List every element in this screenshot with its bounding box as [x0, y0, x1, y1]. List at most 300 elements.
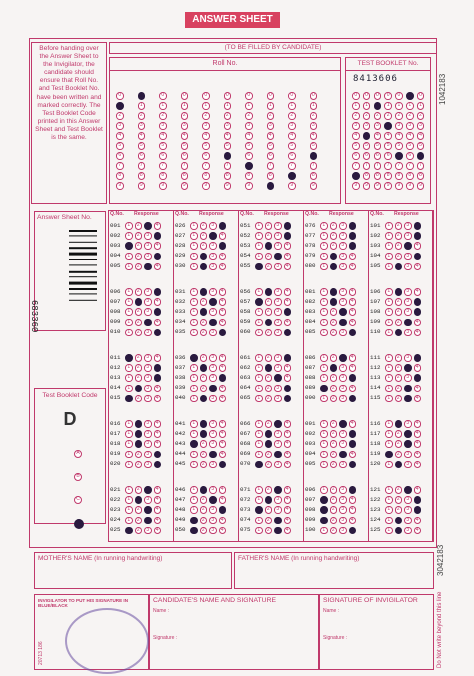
answer-bubble[interactable]: 4 [414, 253, 422, 261]
roll-bubble[interactable]: 2 [138, 112, 146, 120]
answer-bubble[interactable]: 1 [125, 253, 133, 261]
roll-bubble[interactable]: 9 [138, 182, 146, 190]
answer-bubble[interactable]: 2 [200, 364, 208, 372]
answer-bubble[interactable]: 1 [320, 222, 328, 230]
answer-bubble[interactable]: 1 [125, 329, 133, 337]
answer-bubble[interactable]: 4 [154, 329, 162, 337]
answer-bubble[interactable]: 3 [274, 364, 282, 372]
answer-bubble[interactable]: 3 [339, 232, 347, 240]
answer-bubble[interactable]: 1 [385, 527, 393, 535]
answer-bubble[interactable]: 2 [135, 329, 143, 337]
answer-bubble[interactable]: 1 [190, 319, 198, 327]
answer-bubble[interactable]: 4 [219, 385, 227, 393]
answer-bubble[interactable]: 2 [330, 319, 338, 327]
roll-bubble[interactable]: 4 [224, 132, 232, 140]
answer-bubble[interactable]: 4 [414, 486, 422, 494]
answer-bubble[interactable]: 2 [200, 329, 208, 337]
answer-bubble[interactable]: 4 [349, 263, 357, 271]
answer-bubble[interactable]: 1 [255, 263, 263, 271]
answer-bubble[interactable]: 2 [265, 253, 273, 261]
answer-bubble[interactable]: 1 [320, 527, 328, 535]
answer-bubble[interactable]: 1 [320, 298, 328, 306]
roll-bubble[interactable]: 2 [224, 112, 232, 120]
roll-bubble[interactable]: 2 [116, 112, 124, 120]
answer-bubble[interactable]: 1 [320, 374, 328, 382]
answer-bubble[interactable]: 2 [265, 395, 273, 403]
answer-bubble[interactable]: 1 [255, 354, 263, 362]
booklet-bubble[interactable]: 8 [406, 172, 414, 180]
answer-bubble[interactable]: 2 [330, 232, 338, 240]
answer-bubble[interactable]: 1 [320, 496, 328, 504]
answer-bubble[interactable]: 3 [404, 242, 412, 250]
answer-bubble[interactable]: 3 [339, 354, 347, 362]
answer-bubble[interactable]: 1 [190, 232, 198, 240]
answer-bubble[interactable]: 4 [349, 222, 357, 230]
answer-bubble[interactable]: 2 [200, 263, 208, 271]
answer-bubble[interactable]: 2 [265, 288, 273, 296]
roll-bubble[interactable]: 7 [116, 162, 124, 170]
answer-bubble[interactable]: 2 [200, 308, 208, 316]
answer-bubble[interactable]: 3 [274, 506, 282, 514]
booklet-bubble[interactable]: 3 [352, 122, 360, 130]
answer-bubble[interactable]: 1 [190, 517, 198, 525]
answer-bubble[interactable]: 4 [414, 242, 422, 250]
answer-bubble[interactable]: 3 [404, 451, 412, 459]
answer-bubble[interactable]: 1 [385, 288, 393, 296]
answer-bubble[interactable]: 1 [320, 288, 328, 296]
roll-bubble[interactable]: 8 [116, 172, 124, 180]
answer-bubble[interactable]: 2 [330, 496, 338, 504]
booklet-bubble[interactable]: 8 [395, 172, 403, 180]
answer-bubble[interactable]: 4 [284, 222, 292, 230]
answer-bubble[interactable]: 3 [209, 263, 217, 271]
booklet-bubble[interactable]: 7 [406, 162, 414, 170]
answer-bubble[interactable]: 1 [125, 232, 133, 240]
answer-bubble[interactable]: 2 [135, 263, 143, 271]
booklet-bubble[interactable]: 4 [352, 132, 360, 140]
answer-bubble[interactable]: 4 [154, 253, 162, 261]
answer-bubble[interactable]: 4 [349, 288, 357, 296]
answer-bubble[interactable]: 4 [154, 308, 162, 316]
answer-bubble[interactable]: 4 [284, 451, 292, 459]
answer-bubble[interactable]: 3 [404, 364, 412, 372]
answer-bubble[interactable]: 2 [265, 496, 273, 504]
booklet-bubble[interactable]: 9 [406, 182, 414, 190]
answer-bubble[interactable]: 2 [395, 308, 403, 316]
answer-bubble[interactable]: 3 [274, 527, 282, 535]
answer-bubble[interactable]: 4 [284, 440, 292, 448]
answer-bubble[interactable]: 1 [320, 506, 328, 514]
answer-bubble[interactable]: 2 [330, 385, 338, 393]
answer-bubble[interactable]: 4 [219, 506, 227, 514]
answer-bubble[interactable]: 4 [414, 329, 422, 337]
roll-bubble[interactable]: 7 [181, 162, 189, 170]
booklet-bubble[interactable]: 3 [384, 122, 392, 130]
roll-bubble[interactable]: 4 [245, 132, 253, 140]
answer-bubble[interactable]: 3 [144, 242, 152, 250]
booklet-bubble[interactable]: 0 [352, 92, 360, 100]
answer-bubble[interactable]: 1 [255, 374, 263, 382]
answer-bubble[interactable]: 3 [144, 288, 152, 296]
answer-bubble[interactable]: 3 [274, 308, 282, 316]
booklet-bubble[interactable]: 5 [363, 142, 371, 150]
answer-bubble[interactable]: 2 [395, 517, 403, 525]
answer-bubble[interactable]: 3 [404, 395, 412, 403]
answer-bubble[interactable]: 3 [274, 440, 282, 448]
roll-bubble[interactable]: 3 [224, 122, 232, 130]
answer-bubble[interactable]: 3 [274, 420, 282, 428]
roll-bubble[interactable]: 3 [288, 122, 296, 130]
answer-bubble[interactable]: 1 [385, 329, 393, 337]
answer-bubble[interactable]: 3 [404, 461, 412, 469]
answer-bubble[interactable]: 1 [320, 461, 328, 469]
answer-bubble[interactable]: 1 [320, 232, 328, 240]
answer-bubble[interactable]: 3 [339, 496, 347, 504]
roll-bubble[interactable]: 2 [288, 112, 296, 120]
booklet-bubble[interactable]: 5 [384, 142, 392, 150]
answer-bubble[interactable]: 3 [274, 451, 282, 459]
roll-bubble[interactable]: 6 [138, 152, 146, 160]
answer-bubble[interactable]: 4 [349, 232, 357, 240]
answer-bubble[interactable]: 3 [144, 298, 152, 306]
roll-bubble[interactable]: 9 [224, 182, 232, 190]
answer-bubble[interactable]: 1 [255, 222, 263, 230]
roll-bubble[interactable]: 4 [159, 132, 167, 140]
roll-bubble[interactable]: 5 [267, 142, 275, 150]
answer-bubble[interactable]: 3 [404, 517, 412, 525]
answer-bubble[interactable]: 2 [200, 461, 208, 469]
answer-bubble[interactable]: 1 [385, 451, 393, 459]
booklet-bubble[interactable]: 2 [417, 112, 425, 120]
answer-bubble[interactable]: 4 [414, 354, 422, 362]
answer-bubble[interactable]: 3 [209, 253, 217, 261]
answer-bubble[interactable]: 2 [135, 430, 143, 438]
booklet-bubble[interactable]: 5 [406, 142, 414, 150]
roll-bubble[interactable]: 2 [202, 112, 210, 120]
booklet-bubble[interactable]: 9 [395, 182, 403, 190]
answer-bubble[interactable]: 4 [414, 451, 422, 459]
answer-bubble[interactable]: 4 [154, 232, 162, 240]
answer-bubble[interactable]: 4 [414, 395, 422, 403]
booklet-bubble[interactable]: 5 [395, 142, 403, 150]
roll-bubble[interactable]: 6 [181, 152, 189, 160]
answer-bubble[interactable]: 2 [265, 527, 273, 535]
answer-bubble[interactable]: 1 [385, 506, 393, 514]
answer-bubble[interactable]: 4 [219, 527, 227, 535]
answer-bubble[interactable]: 4 [414, 222, 422, 230]
answer-bubble[interactable]: 1 [255, 288, 263, 296]
answer-bubble[interactable]: 1 [190, 395, 198, 403]
answer-bubble[interactable]: 4 [154, 461, 162, 469]
answer-bubble[interactable]: 1 [255, 319, 263, 327]
answer-bubble[interactable]: 4 [219, 395, 227, 403]
answer-bubble[interactable]: 2 [395, 440, 403, 448]
answer-bubble[interactable]: 3 [144, 354, 152, 362]
answer-bubble[interactable]: 2 [135, 253, 143, 261]
answer-bubble[interactable]: 3 [209, 506, 217, 514]
answer-bubble[interactable]: 1 [190, 385, 198, 393]
answer-bubble[interactable]: 3 [339, 385, 347, 393]
answer-bubble[interactable]: 3 [209, 319, 217, 327]
answer-bubble[interactable]: 3 [404, 440, 412, 448]
answer-bubble[interactable]: 3 [144, 263, 152, 271]
answer-bubble[interactable]: 4 [349, 374, 357, 382]
answer-bubble[interactable]: 1 [125, 242, 133, 250]
answer-bubble[interactable]: 1 [190, 222, 198, 230]
answer-bubble[interactable]: 4 [154, 506, 162, 514]
answer-bubble[interactable]: 2 [395, 298, 403, 306]
roll-bubble[interactable]: 2 [267, 112, 275, 120]
booklet-bubble[interactable]: 2 [406, 112, 414, 120]
answer-bubble[interactable]: 1 [125, 263, 133, 271]
answer-bubble[interactable]: 3 [274, 242, 282, 250]
answer-bubble[interactable]: 4 [284, 354, 292, 362]
answer-bubble[interactable]: 1 [385, 232, 393, 240]
answer-bubble[interactable]: 4 [154, 385, 162, 393]
answer-bubble[interactable]: 2 [200, 506, 208, 514]
answer-bubble[interactable]: 3 [209, 364, 217, 372]
answer-bubble[interactable]: 2 [265, 232, 273, 240]
answer-bubble[interactable]: 3 [339, 506, 347, 514]
answer-bubble[interactable]: 3 [339, 374, 347, 382]
answer-bubble[interactable]: 1 [320, 395, 328, 403]
roll-bubble[interactable]: 5 [138, 142, 146, 150]
answer-bubble[interactable]: 3 [209, 486, 217, 494]
answer-bubble[interactable]: 3 [144, 385, 152, 393]
booklet-bubble[interactable]: 9 [374, 182, 382, 190]
roll-bubble[interactable]: 1 [224, 102, 232, 110]
booklet-bubble[interactable]: 3 [406, 122, 414, 130]
answer-bubble[interactable]: 1 [385, 354, 393, 362]
answer-bubble[interactable]: 4 [284, 232, 292, 240]
roll-bubble[interactable]: 7 [138, 162, 146, 170]
answer-bubble[interactable]: 2 [135, 440, 143, 448]
answer-bubble[interactable]: 4 [349, 319, 357, 327]
answer-bubble[interactable]: 4 [349, 308, 357, 316]
roll-bubble[interactable]: 8 [138, 172, 146, 180]
answer-bubble[interactable]: 2 [395, 329, 403, 337]
answer-bubble[interactable]: 2 [200, 385, 208, 393]
booklet-bubble[interactable]: 8 [352, 172, 360, 180]
answer-bubble[interactable]: 1 [255, 506, 263, 514]
answer-bubble[interactable]: 2 [200, 486, 208, 494]
roll-bubble[interactable]: 9 [310, 182, 318, 190]
answer-bubble[interactable]: 2 [200, 242, 208, 250]
answer-bubble[interactable]: 2 [395, 319, 403, 327]
answer-bubble[interactable]: 3 [144, 461, 152, 469]
answer-bubble[interactable]: 4 [349, 385, 357, 393]
answer-bubble[interactable]: 2 [395, 430, 403, 438]
answer-bubble[interactable]: 2 [395, 527, 403, 535]
booklet-bubble[interactable]: 1 [417, 102, 425, 110]
answer-bubble[interactable]: 4 [284, 319, 292, 327]
booklet-bubble[interactable]: 0 [374, 92, 382, 100]
roll-bubble[interactable]: 4 [288, 132, 296, 140]
answer-bubble[interactable]: 4 [219, 222, 227, 230]
answer-bubble[interactable]: 4 [154, 319, 162, 327]
answer-bubble[interactable]: 3 [274, 354, 282, 362]
answer-bubble[interactable]: 4 [414, 440, 422, 448]
answer-bubble[interactable]: 4 [154, 395, 162, 403]
answer-bubble[interactable]: 1 [385, 517, 393, 525]
answer-bubble[interactable]: 1 [125, 298, 133, 306]
answer-bubble[interactable]: 1 [125, 461, 133, 469]
answer-bubble[interactable]: 4 [154, 364, 162, 372]
answer-bubble[interactable]: 2 [265, 329, 273, 337]
roll-bubble[interactable]: 8 [288, 172, 296, 180]
answer-bubble[interactable]: 2 [265, 308, 273, 316]
roll-bubble[interactable]: 5 [116, 142, 124, 150]
booklet-bubble[interactable]: 2 [363, 112, 371, 120]
answer-bubble[interactable]: 1 [255, 486, 263, 494]
booklet-bubble[interactable]: 5 [352, 142, 360, 150]
answer-bubble[interactable]: 2 [200, 298, 208, 306]
roll-bubble[interactable]: 8 [245, 172, 253, 180]
answer-bubble[interactable]: 4 [219, 319, 227, 327]
answer-bubble[interactable]: 3 [339, 461, 347, 469]
answer-bubble[interactable]: 2 [135, 486, 143, 494]
answer-bubble[interactable]: 4 [219, 253, 227, 261]
answer-bubble[interactable]: 4 [154, 374, 162, 382]
answer-bubble[interactable]: 1 [320, 308, 328, 316]
answer-bubble[interactable]: 4 [414, 496, 422, 504]
answer-bubble[interactable]: 4 [284, 263, 292, 271]
answer-bubble[interactable]: 1 [125, 319, 133, 327]
answer-bubble[interactable]: 2 [330, 374, 338, 382]
answer-bubble[interactable]: 4 [154, 263, 162, 271]
answer-bubble[interactable]: 4 [284, 517, 292, 525]
answer-bubble[interactable]: 2 [330, 298, 338, 306]
answer-bubble[interactable]: 1 [125, 222, 133, 230]
answer-bubble[interactable]: 2 [135, 288, 143, 296]
roll-bubble[interactable]: 3 [181, 122, 189, 130]
answer-bubble[interactable]: 1 [255, 451, 263, 459]
answer-bubble[interactable]: 3 [144, 440, 152, 448]
booklet-bubble[interactable]: 6 [406, 152, 414, 160]
answer-bubble[interactable]: 4 [154, 288, 162, 296]
answer-bubble[interactable]: 4 [284, 374, 292, 382]
answer-bubble[interactable]: 1 [190, 263, 198, 271]
roll-bubble[interactable]: 4 [202, 132, 210, 140]
answer-bubble[interactable]: 4 [349, 517, 357, 525]
answer-bubble[interactable]: 1 [190, 451, 198, 459]
answer-bubble[interactable]: 1 [125, 506, 133, 514]
answer-bubble[interactable]: 4 [284, 496, 292, 504]
roll-bubble[interactable]: 0 [202, 92, 210, 100]
answer-bubble[interactable]: 4 [284, 288, 292, 296]
answer-bubble[interactable]: 4 [154, 354, 162, 362]
booklet-bubble[interactable]: 7 [395, 162, 403, 170]
answer-bubble[interactable]: 1 [190, 374, 198, 382]
answer-bubble[interactable]: 2 [330, 430, 338, 438]
roll-bubble[interactable]: 4 [267, 132, 275, 140]
answer-bubble[interactable]: 2 [200, 496, 208, 504]
roll-bubble[interactable]: 5 [181, 142, 189, 150]
answer-bubble[interactable]: 2 [395, 263, 403, 271]
answer-bubble[interactable]: 1 [125, 496, 133, 504]
answer-bubble[interactable]: 4 [154, 451, 162, 459]
answer-bubble[interactable]: 4 [349, 430, 357, 438]
answer-bubble[interactable]: 1 [125, 486, 133, 494]
answer-bubble[interactable]: 4 [284, 420, 292, 428]
answer-bubble[interactable]: 4 [349, 298, 357, 306]
answer-bubble[interactable]: 3 [339, 440, 347, 448]
answer-bubble[interactable]: 1 [255, 232, 263, 240]
answer-bubble[interactable]: 2 [330, 253, 338, 261]
answer-bubble[interactable]: 2 [395, 496, 403, 504]
answer-bubble[interactable]: 4 [154, 517, 162, 525]
booklet-bubble[interactable]: 7 [384, 162, 392, 170]
roll-bubble[interactable]: 1 [138, 102, 146, 110]
answer-bubble[interactable]: 3 [144, 308, 152, 316]
roll-bubble[interactable]: 6 [267, 152, 275, 160]
roll-bubble[interactable]: 5 [159, 142, 167, 150]
booklet-code-option[interactable]: B [74, 473, 82, 481]
answer-bubble[interactable]: 3 [209, 298, 217, 306]
roll-bubble[interactable]: 1 [202, 102, 210, 110]
roll-bubble[interactable]: 4 [181, 132, 189, 140]
answer-bubble[interactable]: 3 [209, 329, 217, 337]
roll-bubble[interactable]: 9 [202, 182, 210, 190]
roll-bubble[interactable]: 8 [310, 172, 318, 180]
answer-bubble[interactable]: 4 [284, 461, 292, 469]
roll-bubble[interactable]: 9 [159, 182, 167, 190]
roll-bubble[interactable]: 9 [267, 182, 275, 190]
roll-bubble[interactable]: 6 [288, 152, 296, 160]
answer-bubble[interactable]: 2 [200, 319, 208, 327]
answer-bubble[interactable]: 1 [320, 486, 328, 494]
answer-bubble[interactable]: 3 [404, 298, 412, 306]
answer-bubble[interactable]: 2 [265, 222, 273, 230]
answer-bubble[interactable]: 3 [404, 288, 412, 296]
roll-bubble[interactable]: 7 [202, 162, 210, 170]
answer-bubble[interactable]: 4 [414, 298, 422, 306]
booklet-bubble[interactable]: 9 [384, 182, 392, 190]
answer-bubble[interactable]: 2 [200, 420, 208, 428]
answer-bubble[interactable]: 2 [200, 395, 208, 403]
answer-bubble[interactable]: 3 [209, 420, 217, 428]
booklet-bubble[interactable]: 5 [374, 142, 382, 150]
answer-bubble[interactable]: 2 [330, 395, 338, 403]
answer-bubble[interactable]: 1 [385, 308, 393, 316]
answer-bubble[interactable]: 3 [404, 506, 412, 514]
answer-bubble[interactable]: 2 [200, 430, 208, 438]
answer-bubble[interactable]: 1 [125, 385, 133, 393]
answer-bubble[interactable]: 2 [395, 395, 403, 403]
answer-bubble[interactable]: 3 [209, 440, 217, 448]
answer-bubble[interactable]: 3 [339, 308, 347, 316]
answer-bubble[interactable]: 3 [209, 430, 217, 438]
booklet-bubble[interactable]: 4 [417, 132, 425, 140]
answer-bubble[interactable]: 2 [265, 263, 273, 271]
answer-bubble[interactable]: 2 [135, 527, 143, 535]
answer-bubble[interactable]: 1 [385, 430, 393, 438]
answer-bubble[interactable]: 2 [330, 461, 338, 469]
answer-bubble[interactable]: 3 [274, 232, 282, 240]
answer-bubble[interactable]: 4 [414, 430, 422, 438]
answer-bubble[interactable]: 2 [135, 232, 143, 240]
roll-bubble[interactable]: 5 [224, 142, 232, 150]
answer-bubble[interactable]: 1 [190, 486, 198, 494]
answer-bubble[interactable]: 3 [339, 527, 347, 535]
booklet-bubble[interactable]: 3 [374, 122, 382, 130]
roll-bubble[interactable]: 9 [181, 182, 189, 190]
answer-bubble[interactable]: 3 [144, 496, 152, 504]
answer-bubble[interactable]: 4 [414, 385, 422, 393]
answer-bubble[interactable]: 1 [255, 385, 263, 393]
answer-bubble[interactable]: 4 [349, 420, 357, 428]
answer-bubble[interactable]: 3 [339, 329, 347, 337]
